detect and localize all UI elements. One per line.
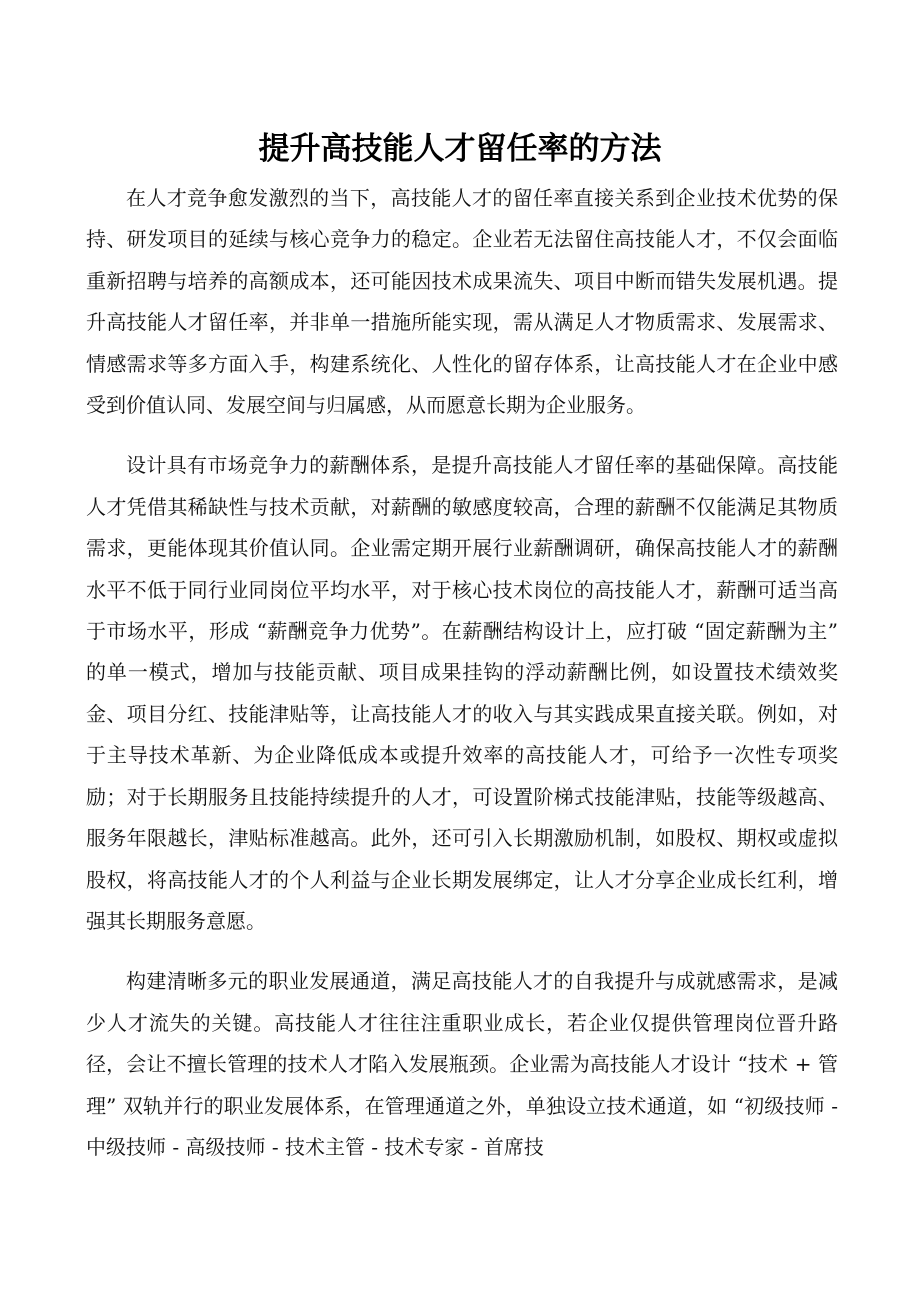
document-title: 提升高技能人才留任率的方法 — [258, 131, 662, 167]
paragraph-salary: 设计具有市场竞争力的薪酬体系，是提升高技能人才留任率的基础保障。高技能人才凭借其稀缺性与技术贡献，对薪酬的敏感度较高，合理的薪酬不仅能满足其物质需求，更能体现其价值认同。企业需定期开展行业薪酬调研，确保高技能人才的薪酬水平不低于同行业同岗位平均水平，对于核心技术岗位的高技能人才，薪酬可适当高于市场水平，形成 “薪酬竞争力优势”。在薪酬结构设计上，应打破 “固定薪酬为主” 的单一模式，增加与技能贡献、项目成果挂钩的浮动薪酬比例，如设置技术绩效奖金、项目分红、技能津贴等，让高技能人才的收入与其实践成果直接关联。例如，对于主导技术革新、为企业降低成本或提升效率的高技能人才，可给予一次性专项奖励；对于长期服务且技能持续提升的人才，可设置阶梯式技能津贴，技能等级越高、服务年限越长，津贴标准越高。此外，还可引入长期激励机制，如股权、期权或虚拟股权，将高技能人才的个人利益与企业长期发展绑定，让人才分享企业成长红利，增强其长期服务意愿。 — [86, 453, 838, 933]
paragraph-career: 构建清晰多元的职业发展通道，满足高技能人才的自我提升与成就感需求，是减少人才流失的关键。高技能人才往往注重职业成长，若企业仅提供管理岗位晋升路径，会让不擅长管理的技术人才陷入发展瓶颈。企业需为高技能人才设计 “技术 + 管理” 双轨并行的职业发展体系，在管理通道之外，单独设立技术通道，如 “初级技师 - 中级技师 - 高级技师 - 技术主管 - 技术专家 - 首席技 — [86, 969, 838, 1159]
document-body — [86, 178, 838, 1187]
paragraph-intro: 在人才竞争愈发激烈的当下，高技能人才的留任率直接关系到企业技术优势的保持、研发项目的延续与核心竞争力的稳定。企业若无法留住高技能人才，不仅会面临重新招聘与培养的高额成本，还可能因技术成果流失、项目中断而错失发展机遇。提升高技能人才留任率，并非单一措施所能实现，需从满足人才物质需求、发展需求、情感需求等多方面入手，构建系统化、人性化的留存体系，让高技能人才在企业中感受到价值认同、发展空间与归属感，从而愿意长期为企业服务。 — [86, 186, 838, 418]
